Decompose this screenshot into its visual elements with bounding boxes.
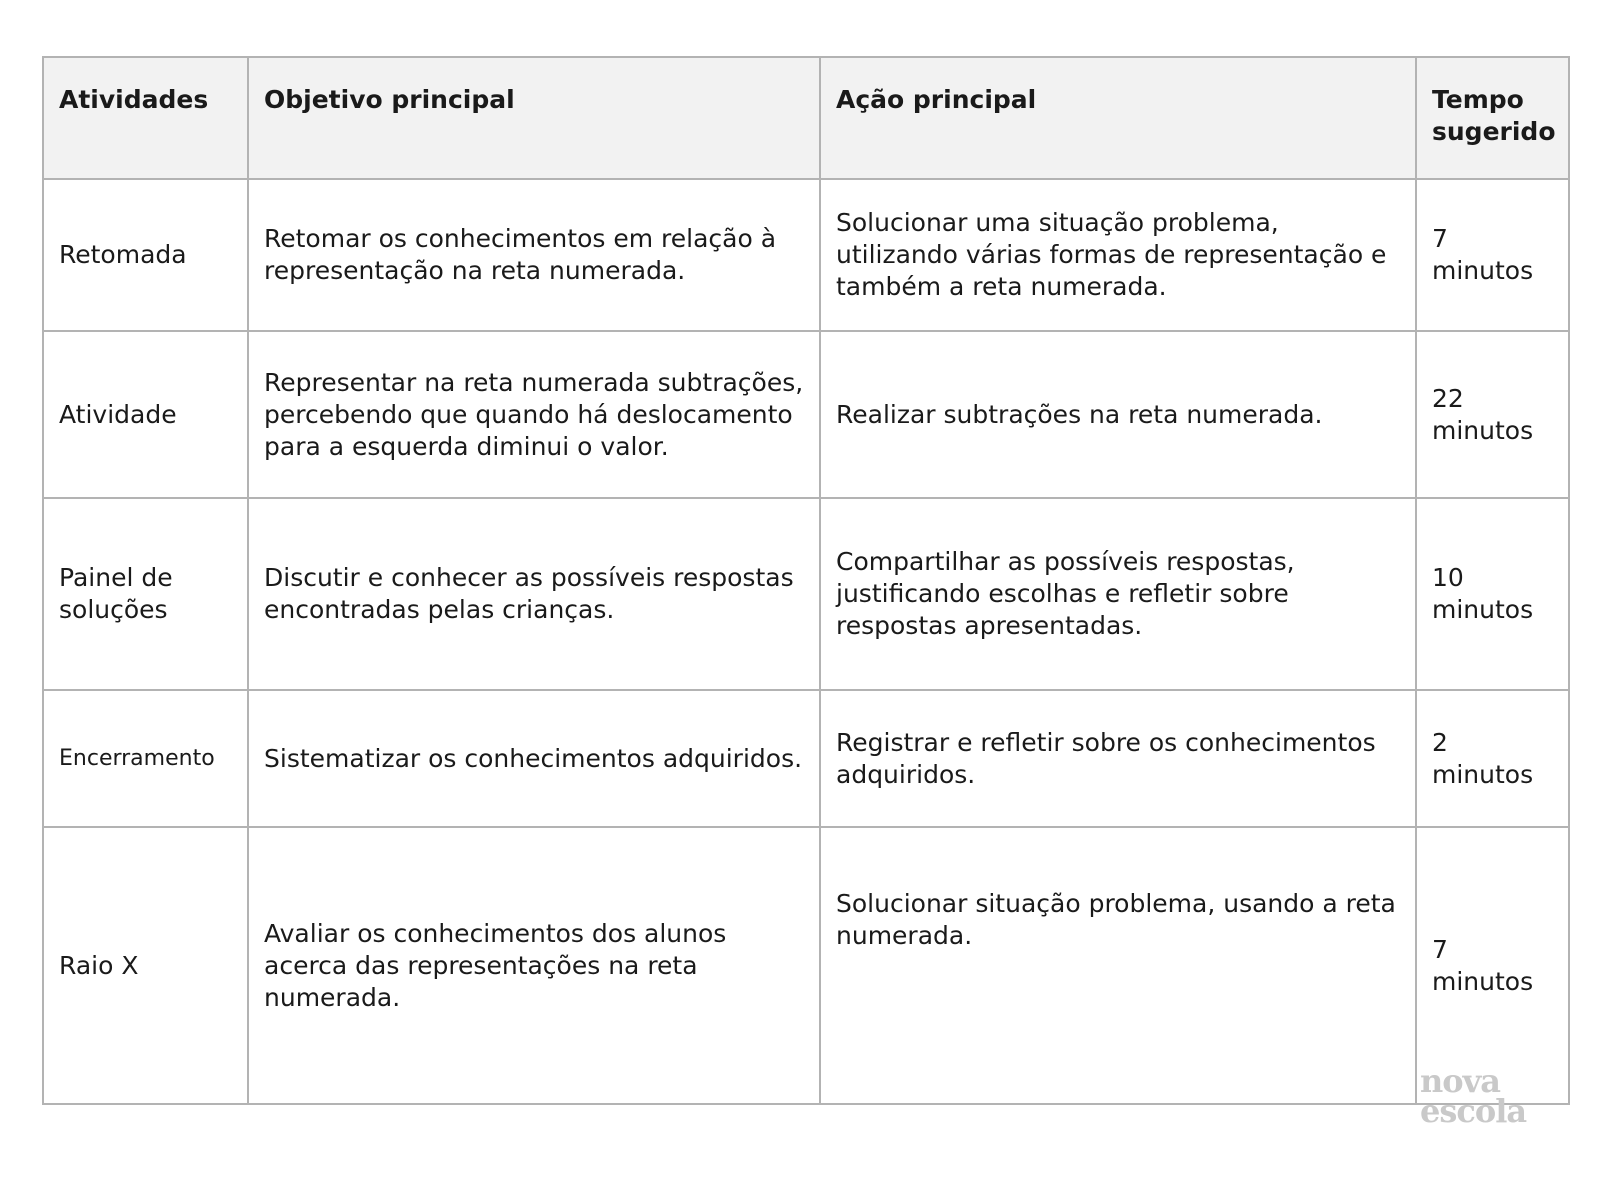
cell-objetivo: Retomar os conhecimentos em relação à representação na reta numerada. — [248, 179, 820, 331]
header-row — [43, 57, 1569, 179]
cell-tempo: 7 minutos — [1416, 827, 1569, 1104]
table-row — [43, 331, 1569, 498]
cell-atividade: Raio X — [43, 827, 248, 1104]
cell-acao: Realizar subtrações na reta numerada. — [820, 331, 1416, 498]
header-objetivo: Objetivo principal — [248, 57, 820, 179]
cell-tempo: 7 minutos — [1416, 179, 1569, 331]
logo-line-2: escola — [1420, 1092, 1527, 1130]
header-tempo: Tempo sugerido — [1416, 57, 1569, 179]
cell-objetivo: Representar na reta numerada subtrações, percebendo que quando há deslocamento para a esquerda diminui o valor. — [248, 331, 820, 498]
cell-atividade: Encerramento — [43, 690, 248, 827]
cell-acao: Compartilhar as possíveis respostas, justificando escolhas e refletir sobre respostas apresentadas. — [820, 498, 1416, 690]
header-atividades: Atividades — [43, 57, 248, 179]
table-row — [43, 498, 1569, 690]
cell-objetivo: Sistematizar os conhecimentos adquiridos. — [248, 690, 820, 827]
cell-acao: Solucionar uma situação problema, utilizando várias formas de representação e também a reta numerada. — [820, 179, 1416, 331]
cell-tempo: 22 minutos — [1416, 331, 1569, 498]
cell-atividade: Atividade — [43, 331, 248, 498]
cell-atividade: Painel de soluções — [43, 498, 248, 690]
logo-line-1: nova — [1420, 1062, 1500, 1100]
nova-escola-logo — [1420, 1062, 1527, 1130]
cell-tempo: 2 minutos — [1416, 690, 1569, 827]
cell-objetivo: Discutir e conhecer as possíveis respostas encontradas pelas crianças. — [248, 498, 820, 690]
cell-objetivo: Avaliar os conhecimentos dos alunos acerca das representações na reta numerada. — [248, 827, 820, 1104]
table-row — [43, 690, 1569, 827]
cell-acao: Registrar e refletir sobre os conhecimentos adquiridos. — [820, 690, 1416, 827]
cell-tempo: 10 minutos — [1416, 498, 1569, 690]
cell-atividade: Retomada — [43, 179, 248, 331]
table-row — [43, 827, 1569, 1104]
lesson-plan-table — [42, 56, 1570, 1105]
header-acao: Ação principal — [820, 57, 1416, 179]
table-row — [43, 179, 1569, 331]
cell-acao: Solucionar situação problema, usando a reta numerada. — [820, 827, 1416, 1104]
